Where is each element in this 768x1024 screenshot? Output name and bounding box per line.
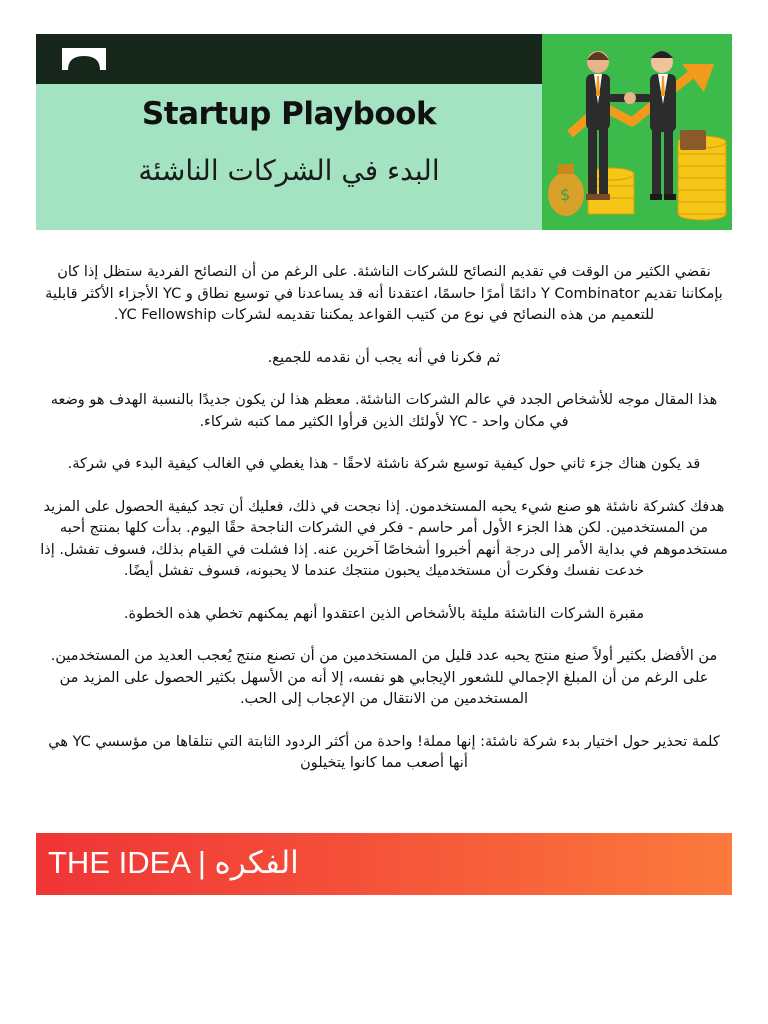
page-title: Startup Playbook (141, 96, 437, 132)
article-body (40, 262, 728, 796)
paragraph: من الأفضل بكثير أولاً صنع منتج يحبه عدد قليل من المستخدمين من أن تصنع منتج يُعجب العديد من المستخدمين. على الرغم من أن المبلغ الإجمالي للشعور الإيجابي هو نفسه، إلا أنه من الأسهل بكثير الحصول على المزيد من المستخدمين من الانتقال من الإعجاب إلى الحب. (50, 648, 718, 707)
paragraph: نقضي الكثير من الوقت في تقديم النصائح للشركات الناشئة. على الرغم من أن النصائح الفردية ستظل إذا كان بإمكاننا تقديم Y Combinator دائمًا أمرًا حاسمًا، اعتقدنا أنه قد يساعدنا في توسيع نطاق و YC الأجزاء الأكثر قابلية للتعميم من هذه النصائح في نوع من كتيب القواعد يمكننا تقديمه لشركات YC Fellowship. (45, 264, 723, 323)
bridge-logo-icon (62, 48, 106, 70)
svg-text:$: $ (560, 185, 571, 204)
paragraph: كلمة تحذير حول اختيار بدء شركة ناشئة: إنها مملة! واحدة من أكثر الردود الثابتة التي نتلقاها من مؤسسي YC هي أنها أصعب مما كانوا يتخيلون (48, 733, 720, 771)
section-banner (36, 833, 732, 895)
page-title-arabic: البدء في الشركات الناشئة (138, 154, 440, 187)
paragraph: ثم فكرنا في أنه يجب أن نقدمه للجميع. (267, 349, 501, 366)
title-block (36, 84, 542, 230)
header-dark-bar (36, 34, 542, 84)
handshake-illustration (542, 34, 732, 230)
handshake-businessmen-icon (542, 34, 732, 230)
paragraph: هدفك كشركة ناشئة هو صنع شيء يحبه المستخدمون. إذا نجحت في ذلك، فعليك أن تجد كيفية الحصول على المزيد من المستخدمين. لكن هذا الجزء الأول أمر حاسم - فكر في الشركات الناجحة حقًا اليوم. بدأت كلها بمنتج أحبه مستخدموهم في بداية الأمر إلى درجة أنهم أخبروا أشخاصًا آخرين عنه. إذا فشلت في القيام بذلك، فسوف تفشل. إذا خدعت نفسك وفكرت أن مستخدميك يحبون منتجك عندما لا يحبونه، فسوف تفشل أيضًا. (40, 498, 728, 579)
paragraph: هذا المقال موجه للأشخاص الجدد في عالم الشركات الناشئة. معظم هذا لن يكون جديدًا بالنسبة الهدف هو وضعه في مكان واحد - YC لأولئك الذين قرأوا الكثير مما كتبه شركاء. (50, 392, 718, 430)
paragraph: قد يكون هناك جزء ثاني حول كيفية توسيع شركة ناشئة لاحقًا - هذا يغطي في الغالب كيفية البدء في شركة. (67, 456, 701, 472)
paragraph: مقبرة الشركات الناشئة مليئة بالأشخاص الذين اعتقدوا أنهم يمكنهم تخطي هذه الخطوة. (123, 605, 645, 622)
section-title: THE IDEA | الفكره (48, 845, 299, 880)
